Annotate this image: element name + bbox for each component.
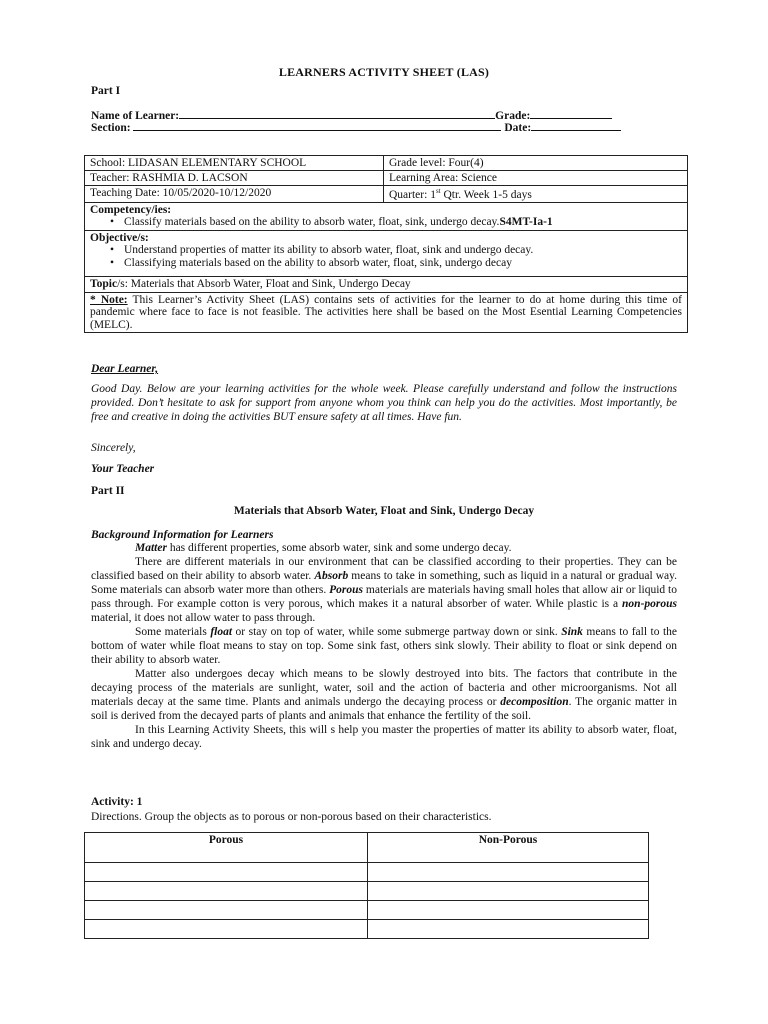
learning-area-cell: Learning Area: Science: [389, 172, 497, 184]
grade-field[interactable]: [530, 107, 612, 119]
table-row: [85, 882, 649, 901]
name-label: Name of Learner:: [91, 110, 180, 122]
bullet-icon: •: [110, 256, 115, 269]
teacher-cell: Teacher: RASHMIA D. LACSON: [85, 171, 384, 185]
competency-code: S4MT-Ia-1: [499, 216, 553, 229]
activity-label: Activity: 1: [91, 796, 143, 808]
letter-body: Good Day. Below are your learning activities for the whole week. Please carefully understand and follow the instructions provided. Don’t hesitate to ask for support from anyone whom you think can help you do the activities. Most importantly, be free and creative in doing the activities BUT ensure safety at all times. Have fun.: [91, 383, 677, 423]
info-row: [85, 171, 687, 186]
non-porous-cell[interactable]: [368, 901, 649, 920]
activity-body: [85, 863, 649, 939]
info-row: [85, 156, 687, 171]
non-porous-cell[interactable]: [368, 863, 649, 882]
paragraph: Matter also undergoes decay which means to be slowly destroyed into bits. The factors that contribute in the decaying process of the materials are sunlight, water, soil and the action of bacteria and other microorganisms. Not all materials decay at the same time. Plants and animals undergo the decaying process or decomposition. The organic matter in soil is derived from the decayed parts of plants and animals that enhance the fertility of the soil.: [91, 668, 678, 722]
topic-label: Topic: [90, 278, 118, 291]
grade-level-cell: Grade level: Four(4): [389, 157, 484, 169]
date-field[interactable]: [531, 119, 621, 131]
part-one-label: Part I: [91, 85, 121, 97]
table-row: [85, 863, 649, 882]
topic-row: [85, 277, 687, 293]
competency-label: Competency/ies:: [90, 203, 172, 216]
background-heading: Background Information for Learners: [91, 529, 274, 541]
part-two-heading: Materials that Absorb Water, Float and Sink, Undergo Decay: [233, 505, 535, 517]
quarter-rest: Qtr. Week 1-5 days: [440, 188, 532, 201]
school-cell: School: LIDASAN ELEMENTARY SCHOOL: [85, 156, 384, 170]
objective-1: Understand properties of matter its ability to absorb water, float, sink and undergo decay.: [124, 244, 534, 257]
objective-2: Classifying materials based on the ability to absorb water, float, sink, undergo decay: [124, 256, 512, 269]
porous-cell[interactable]: [85, 920, 368, 939]
bullet-icon: •: [110, 244, 115, 257]
objective-row: [85, 231, 687, 278]
letter-salutation: Dear Learner,: [91, 363, 159, 375]
teaching-date-cell: Teaching Date: 10/05/2020-10/12/2020: [85, 186, 384, 202]
background-text: [91, 541, 677, 751]
table-row: [85, 920, 649, 939]
letter-closing: Sincerely,: [91, 442, 136, 454]
paragraph: In this Learning Activity Sheets, this will s help you master the properties of matter its ability to absorb water, float, sink and undergo decay.: [91, 724, 677, 750]
quarter-cell: [384, 186, 687, 202]
competency-row: [85, 203, 687, 231]
section-label: Section:: [91, 122, 131, 134]
info-table: [84, 155, 688, 333]
non-porous-header: Non-Porous: [368, 833, 649, 863]
porous-header: Porous: [85, 833, 368, 863]
table-row: [85, 901, 649, 920]
non-porous-cell[interactable]: [368, 920, 649, 939]
name-field[interactable]: [179, 107, 495, 119]
porous-cell[interactable]: [85, 901, 368, 920]
topic-text: /s: Materials that Absorb Water, Float and Sink, Undergo Decay: [117, 278, 411, 291]
section-date-row: [91, 119, 621, 134]
competency-text: Classify materials based on the ability to absorb water, float, sink, undergo decay.S4MT-Ia-1: [124, 216, 553, 229]
quarter-sup: st: [435, 187, 441, 195]
activity-header-row: [85, 833, 649, 863]
porous-cell[interactable]: [85, 863, 368, 882]
section-field[interactable]: [133, 119, 501, 131]
grade-label: Grade:: [495, 110, 531, 122]
sheet-title: LEARNERS ACTIVITY SHEET (LAS): [278, 65, 490, 79]
letter-signature: Your Teacher: [91, 463, 155, 475]
paragraph: There are different materials in our environment that can be classified according to their properties. They can be classified based on their ability to absorb water. Absorb means to take in something, such as liquid in a natural or gradual way. Some materials can absorb water more than others. Porous materials are materials having small holes that allow air or liquid to pass through. For example cotton is very porous, which makes it a natural absorber of water. While plastic is a non-porous material, it does not allow water to pass through.: [91, 556, 678, 624]
note-label: * Note:: [90, 293, 128, 306]
objective-label: Objective/s:: [90, 231, 149, 244]
note-text: This Learner’s Activity Sheet (LAS) contains sets of activities for the learner to do at home during this time of pandemic where face to face is not feasible. The activities here shall be based on the Most Esential Learning Competencies (MELC).: [90, 293, 682, 331]
paragraph: Matter has different properties, some absorb water, sink and some undergo decay.: [135, 542, 512, 554]
part-two-label: Part II: [91, 485, 125, 497]
activity-table: [84, 832, 649, 939]
porous-cell[interactable]: [85, 882, 368, 901]
non-porous-cell[interactable]: [368, 882, 649, 901]
info-row: [85, 186, 687, 203]
activity-directions: Directions. Group the objects as to porous or non-porous based on their characteristics.: [91, 811, 492, 823]
paragraph: Some materials float or stay on top of water, while some submerge partway down or sink. Sink means to fall to the bottom of water while float means to stay on top. Some sink fast, others sink slowly. Their ability to float or sink depend on their ability to absorb water.: [91, 626, 677, 666]
quarter-text: Quarter: 1: [389, 188, 436, 201]
note-row: [85, 293, 687, 333]
bullet-icon: •: [110, 216, 115, 229]
date-label: Date:: [504, 122, 532, 134]
